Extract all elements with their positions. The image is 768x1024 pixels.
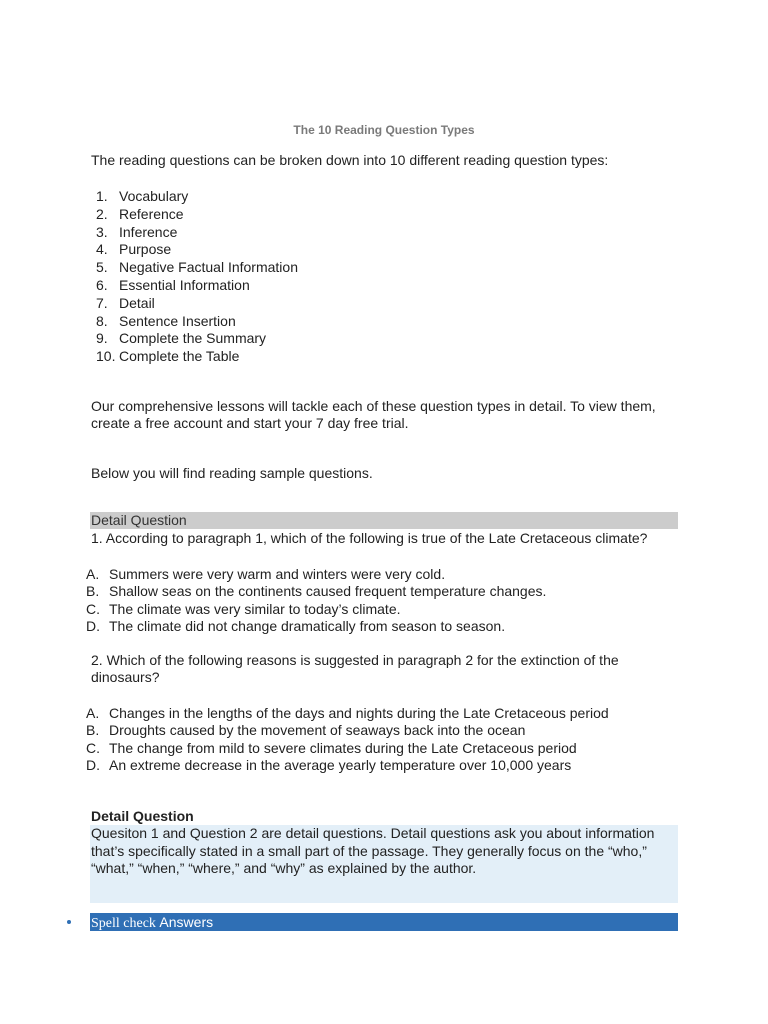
option-text: Shallow seas on the continents caused frequent temperature changes. [109, 583, 547, 600]
list-label: Complete the Summary [119, 330, 267, 347]
list-number: 9. [96, 330, 108, 347]
option-c [86, 601, 546, 618]
option-b [86, 722, 609, 739]
spell-check-label: Spell check [91, 916, 160, 931]
section-band [90, 512, 678, 529]
list-label: Detail [119, 294, 155, 311]
list-number: 2. [96, 205, 108, 222]
list-number: 1. [96, 188, 108, 204]
option-b [86, 583, 546, 600]
option-a [86, 566, 546, 583]
list-number: 10. [96, 348, 116, 365]
option-text: The change from mild to severe climates during the Late Cretaceous period [109, 739, 577, 756]
option-d [86, 618, 546, 635]
list-number: 7. [96, 294, 108, 311]
list-item [91, 224, 298, 242]
note-line: that’s specifically stated in a small part of the passage. They generally focus on the “who,” [91, 842, 647, 859]
list-label: Negative Factual Information [119, 259, 298, 276]
list-label: Reference [119, 205, 184, 222]
list-label: Sentence Insertion [119, 312, 236, 329]
option-letter: D. [86, 617, 100, 634]
detail-note-box [90, 825, 678, 903]
list-label: Inference [119, 223, 178, 240]
list-item [91, 348, 298, 366]
list-item [91, 277, 298, 295]
question-2-options [86, 705, 609, 774]
list-number: 5. [96, 259, 108, 276]
list-label: Purpose [119, 241, 172, 258]
list-label: Essential Information [119, 276, 250, 293]
option-letter: A. [86, 566, 100, 582]
section-band-label: Detail Question [91, 512, 187, 528]
option-text: Changes in the lengths of the days and nights during the Late Cretaceous period [109, 705, 609, 721]
list-item [91, 295, 298, 313]
option-c [86, 740, 609, 757]
samples-intro: Below you will find reading sample questions. [91, 465, 373, 481]
answers-label: Answers [159, 914, 214, 930]
list-number: 3. [96, 223, 108, 240]
intro-text: The reading questions can be broken down into 10 different reading question types: [91, 152, 609, 168]
list-item [91, 259, 298, 277]
option-letter: B. [86, 722, 100, 739]
option-letter: A. [86, 705, 100, 721]
option-letter: C. [86, 600, 100, 617]
answers-bar[interactable] [90, 913, 678, 931]
question-1-options [86, 566, 546, 635]
list-number: 8. [96, 312, 108, 329]
option-text: The climate was very similar to today’s climate. [109, 600, 401, 617]
question-2: 2. Which of the following reasons is suggested in paragraph 2 for the extinction of the dinosaurs? [91, 652, 619, 685]
option-text: The climate did not change dramatically from season to season. [109, 617, 506, 634]
option-text: Summers were very warm and winters were very cold. [109, 566, 446, 582]
option-a [86, 705, 609, 722]
list-item [91, 188, 298, 206]
list-number: 4. [96, 241, 108, 258]
list-item [91, 206, 298, 224]
detail-question-heading: Detail Question [91, 808, 194, 824]
list-number: 6. [96, 276, 108, 293]
option-text: An extreme decrease in the average yearly temperature over 10,000 years [109, 756, 572, 773]
option-letter: B. [86, 583, 100, 600]
bullet-icon [67, 920, 71, 924]
question-1: 1. According to paragraph 1, which of the following is true of the Late Cretaceous climate? [91, 530, 648, 546]
list-label: Vocabulary [119, 188, 189, 204]
note-line: “what,” “when,” “where,” and “why” as explained by the author. [91, 860, 477, 876]
list-item [91, 241, 298, 259]
question-types-list [91, 188, 298, 366]
option-letter: C. [86, 739, 100, 756]
list-item [91, 313, 298, 331]
list-item [91, 330, 298, 348]
list-label: Complete the Table [119, 348, 240, 365]
option-letter: D. [86, 756, 100, 773]
lessons-paragraph: Our comprehensive lessons will tackle each of these question types in detail. To view them, create a free account and start your 7 day free trial. [91, 398, 656, 431]
option-d [86, 757, 609, 774]
page-title: The 10 Reading Question Types [293, 123, 475, 137]
option-text: Droughts caused by the movement of seaways back into the ocean [109, 722, 526, 739]
note-line: Quesiton 1 and Question 2 are detail questions. Detail questions ask you about information [91, 825, 655, 841]
